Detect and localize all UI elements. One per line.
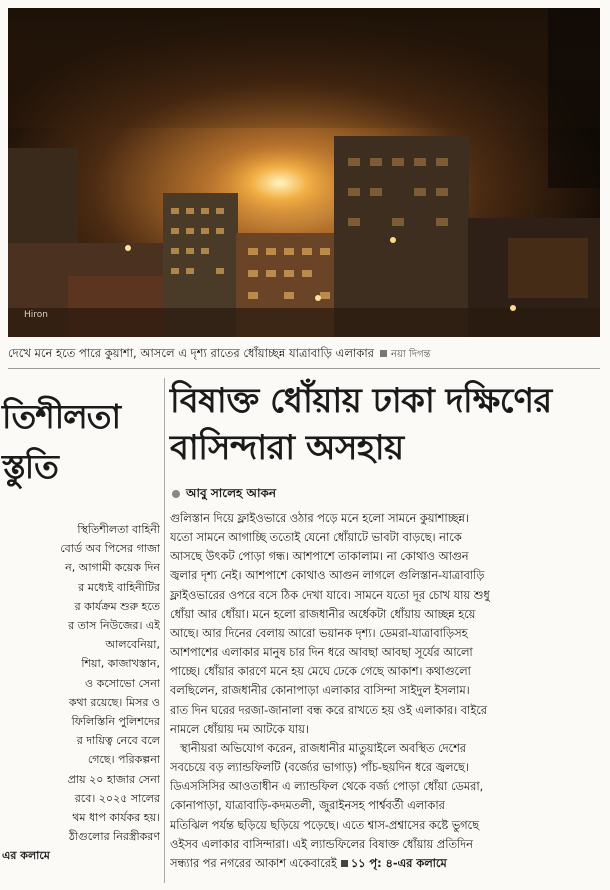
continuation-link[interactable]: ১১ পৃ: ৪-এর কলামে [350,856,447,870]
body-line: কোনাপাড়া, যাত্রাবাড়ি-কদমতলী, জুরাইনসহ পার্শ্ববর্তী এলাকার [170,799,445,813]
left-line: গেছে। পরিকল্পনা [87,753,160,767]
left-line: ও কসোভো সেনা [85,676,160,690]
left-line: আলবেনিয়া, [105,638,160,652]
body-line: আশপাশের এলাকার মানুষ চার দিন ধরে আবছা আবছা সূর্যের আলো [170,646,473,660]
photo-credit: Hiron [24,310,48,320]
main-headline [170,378,602,472]
byline-dot-icon [172,490,180,498]
left-article-headline [2,392,162,492]
night-smoke-cityscape-image [8,8,600,337]
main-headline-line: বিষাক্ত ধোঁয়ায় ঢাকা দক্ষিণের [170,381,552,421]
body-line: ওইসব এলাকার বাসিন্দারা। এই ল্যান্ডফিলের বিষাক্ত ধোঁয়ায় প্রতিদিন [170,837,473,851]
body-line: রাত দিন ঘরের দরজা-জানালা বন্ধ করে রাখতে হয় ওই এলাকার। বাইরে [170,703,487,717]
body-line: মতিঝিল পর্যন্ত ছড়িয়ে ছড়িয়ে পড়েছে। এতে শ্বাস-প্রশ্বাসের কষ্টে ভুগছে [170,818,479,832]
left-line: ফিলিস্তিনি পুলিশদের [71,715,160,729]
byline-author: আবু সালেহ আকন [186,486,277,500]
body-line: সন্ধ্যার পর নগরের আকাশ একেবারেই [170,856,337,870]
left-line: কথা রয়েছে। মিসর ও [68,695,160,709]
left-line: ন, আগামী কয়েক দিন [65,561,160,575]
left-line: স্থিতিশীলতা বাহিনী [77,523,160,536]
body-line: যতো সামনে আগাচ্ছি ততোই যেনো ধোঁয়াটে ভাবটা বাড়ছে। নাকে [170,531,462,545]
byline [172,485,276,505]
left-article-body [2,520,160,866]
body-line: পাচ্ছে। ধোঁয়ার কারণে মনে হয় মেঘে ঢেকে গেছে আকাশ। কথাগুলো [170,665,471,679]
column-rule [164,378,165,883]
body-line: ধোঁয়া আর ধোঁয়া। মনে হলো রাজধানীর অর্ধেকটা ধোঁয়ায় আচ্ছন্ন হয়ে [170,607,476,621]
body-line: বলছিলেন, রাজধানীর কোনাপাড়া এলাকার বাসিন্দা সাইদুল ইসলাম। [170,684,470,698]
left-line: র কার্যক্রম শুরু হতে [74,599,160,613]
body-line: সবচেয়ে বড় ল্যান্ডফিলটি (বর্জ্যের ভাগাড়) পাঁচ-ছয়দিন ধরে জ্বলছে। [170,761,469,775]
news-photo [8,8,600,337]
body-line: স্থানীয়রা অভিযোগ করেন, রাজধানীর মাতুয়াইলে অবস্থিত দেশের [180,741,466,755]
left-continuation: এর কলামে [2,849,50,863]
main-headline-line: বাসিন্দারা অসহায় [170,428,404,468]
photo-source: নয়া দিগন্ত [391,349,431,360]
photo-caption [8,343,600,363]
continuation-square-icon [341,860,348,867]
body-line: নামলে ধোঁয়ায় দম আটকে যায়। [170,722,309,736]
left-line: বোর্ড অব পিসের গাজা [60,542,160,556]
left-line: র তাস নিউজের। এই [68,619,160,633]
left-line: ঠীগুলোর নিরস্ত্রীকরণ [68,830,160,844]
left-line: র দায়িত্ব নেবে বলে [76,734,160,748]
left-line: প্রায় ২০ হাজার সেনা [67,772,160,786]
left-headline-line: স্তুতি [2,447,58,486]
left-line: থম ধাপ কার্যকর হয়। [72,811,160,825]
body-line: ফ্লাইওভারের ওপরে বসে ঠিক দেখা যাবে। সামনে যতো দূর চোখ যায় শুধু [170,588,490,602]
body-line: আছে। আর দিনের বেলায় আরো ভয়ানক দৃশ্য। ডেমরা-যাত্রাবাড়িসহ [170,626,468,640]
body-last-line [170,854,602,873]
section-divider [8,368,600,369]
body-line: গুলিস্তান দিয়ে ফ্লাইওভারে ওঠার পড়ে মনে হলো সামনে কুয়াশাচ্ছন্ন। [170,512,469,525]
left-line: শিয়া, কাজাখস্তান, [81,657,160,671]
main-article-body [170,509,602,873]
left-headline-line: তিশীলতা [2,397,121,436]
body-line: আসছে উৎকট পোড়া গন্ধ। আশপাশে তাকালাম। না কোথাও আগুন [170,550,469,564]
left-line: রবে। ২০২৫ সালের [74,791,160,805]
left-line: র মধ্যেই বাহিনীটির [78,580,160,594]
body-line: জ্বলার দৃশ্য নেই। আশপাশে কোথাও আগুন লাগলে গুলিস্তান-যাত্রাবাড়ি [170,569,485,583]
caption-square-icon [380,350,387,357]
photo-caption-text: দেখে মনে হতে পারে কুয়াশা, আসলে এ দৃশ্য রাতের ধোঁয়াচ্ছন্ন যাত্রাবাড়ি এলাকার [8,346,375,360]
body-line: ডিএসসিসির আওতাধীন এ ল্যান্ডফিল থেকে বর্জ্য পোড়া ধোঁয়া ডেমরা, [170,780,484,794]
